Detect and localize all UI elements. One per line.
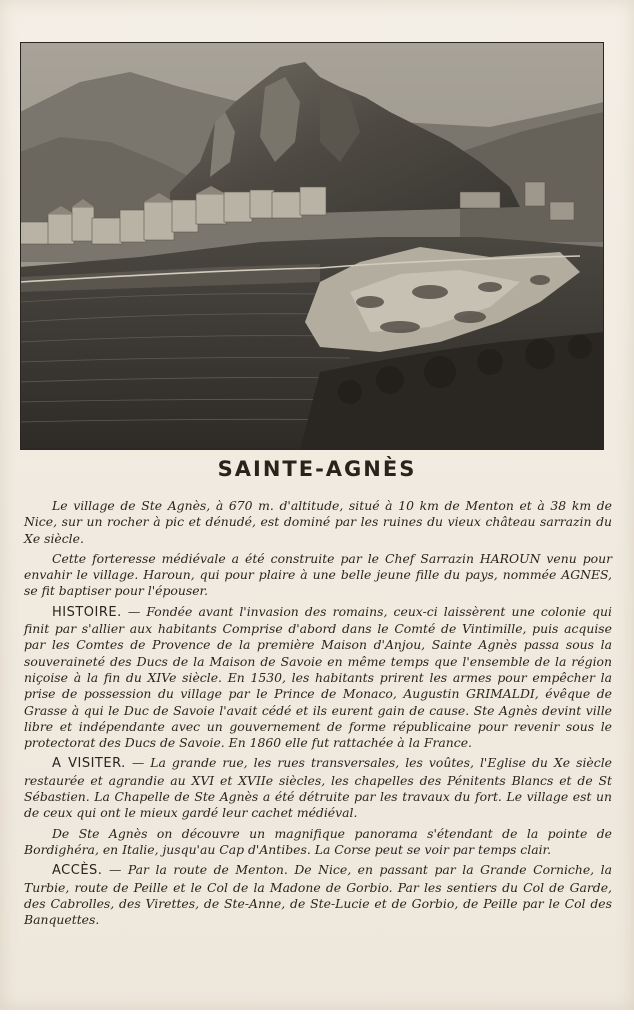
visit-heading: A VISITER.: [52, 756, 126, 772]
intro-paragraph: Le village de Ste Agnès, à 670 m. d'altitude, situé à 10 km de Menton et à 38 km de Nice, sur un rocher à pic et dénudé, est dominé par les ruines du vieux château sarrazin du Xe siècle.: [24, 498, 612, 546]
history-heading: HISTOIRE.: [52, 604, 122, 620]
history-paragraph: [24, 604, 612, 752]
visit-body: — La grande rue, les rues transversales, les voûtes, l'Eglise du Xe siècle restaurée et agrandie au XVI et XVIIe siècles, les chapelles des Pénitents Blancs et de St Sébastien. La Chapelle de Ste Agnès a été détruite par les travaux du fort. Le village est un de ceux qui ont le mieux gardé leur cachet médiéval.: [24, 755, 612, 821]
access-paragraph: [24, 862, 612, 928]
history-body: — Fondée avant l'invasion des romains, ceux-ci laissèrent une colonie qui finit par s'allier aux habitants Comprise d'abord dans le Comté de Vintimille, puis acquise par les Comtes de Provence de la première Maison d'Anjou, Sainte Agnès passa sous la souveraineté des Ducs de la Maison de Savoie en même temps que l'ensemble de la région niçoise à la fin du XIVe siècle. En 1530, les habitants prirent les armes pour empêcher la prise de possession du village par le Prince de Monaco, Augustin GRIMALDI, évêque de Grasse à qui le Duc de Savoie l'avait cédé et ils eurent gain de cause. Ste Agnès devint ville libre et indépendante avec un gouvernement de forme républicaine pour revenir sous le protectorat des Ducs de Savoie. En 1860 elle fut rattachée à la France.: [24, 603, 612, 751]
scan-margin: [0, 1010, 634, 1024]
access-body: — Par la route de Menton. De Nice, en passant par la Grande Corniche, la Turbie, route de Peille et le Col de la Madone de Gorbio. Par les sentiers du Col de Garde, des Cabrolles, des Virettes, de Ste-Anne, de Ste-Lucie et de Gorbio, de Peille par le Col des Banquettes.: [24, 862, 612, 928]
landscape-illustration: [20, 42, 604, 450]
village-photo: [20, 42, 604, 450]
panorama-paragraph: De Ste Agnès on découvre un magnifique panorama s'étendant de la pointe de Bordighéra, en Italie, jusqu'au Cap d'Antibes. La Corse peut se voir par temps clair.: [24, 825, 612, 857]
access-heading: ACCÈS.: [52, 863, 103, 879]
visit-paragraph: [24, 755, 612, 821]
description-text: [24, 498, 612, 932]
fortress-paragraph: Cette forteresse médiévale a été construite par le Chef Sarrazin HAROUN venu pour envahir le village. Haroun, qui pour plaire à une belle jeune fille du pays, nommée AGNES, se fit baptiser pour l'épouser.: [24, 550, 612, 599]
page-title: SAINTE-AGNÈS: [217, 457, 417, 481]
